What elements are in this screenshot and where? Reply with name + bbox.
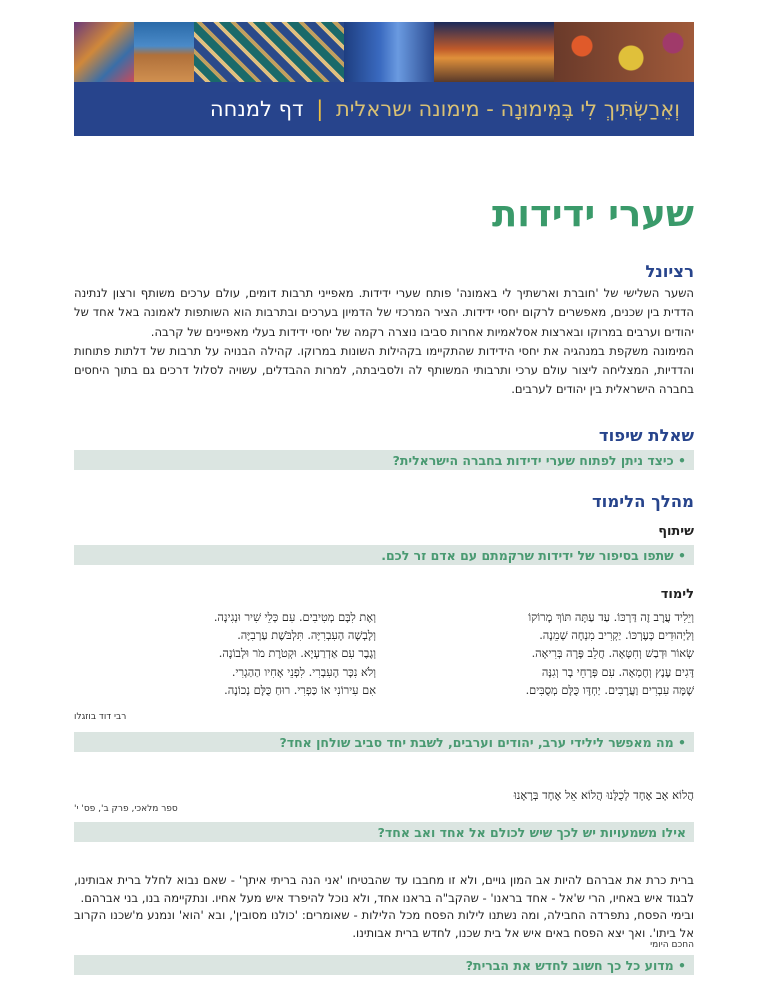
quote-source: ספר מלאכי, פרק ב', פס' י' <box>74 804 178 814</box>
photo-lanterns <box>74 22 134 82</box>
poem-credit: רבי דוד בוזגלו <box>74 712 127 722</box>
poem-line: דָּגִים עֶנֶץ וְחֶמְאָה. עִם פְּרָחֵי בָר וְגִנָּה <box>541 665 694 679</box>
question-4-text: • מדוע כל כך חשוב לחדש את הברית? <box>465 957 686 973</box>
poem-line: וְיֵלִיד עֲרָב זֶה דַּרְכּוֹ. עַד עַתָּה תּוֹךְ מָרוֹקוֹ <box>528 611 694 624</box>
page-title: שערי ידידות <box>491 192 694 235</box>
banner-title-bar <box>74 82 694 136</box>
poem-line: וְגֶבֶר עִם אַדְרַעְיָא. וּקְטֹרֶת מֹר וּלְבוֹנָה. <box>218 647 376 661</box>
covenant-paragraph-2: ובימי הפסח, נתפרדה החבילה, ומה נשתנו לילות הפסח מכל הלילות - שאומרים: 'כולנו מסובין', ובא 'הוא' ונמנע מ'שכנו הקרוב אל ביתו'. ואך יצא הפסח באים איש אל בית שכנו, לחדש ברית אבותינו. <box>74 908 694 940</box>
rationale-paragraph-2: המימונה משקפת במנהגיה את יחסי הידידות שהתקיימו בקהילות השונות במרוקו. קהילה הבנויה על תרבות של דלתות פתוחות והדדיות, המצליחה ליצור עולם ערכי ותרבותי המשותף לה ולסביבתה, למרות ההבדלים, עשויה לסלול דרכים גם בתוך היחסים בחברה הישראלית בין יהודים לערבים. <box>74 343 694 397</box>
question-3-bar <box>74 822 694 842</box>
question-2-text: • מה מאפשר לילידי ערב, יהודים וערבים, לשבת יחד סביב שולחן אחד? <box>279 734 686 750</box>
question-2-bar <box>74 732 694 752</box>
question-4-bar <box>74 955 694 975</box>
poem-right-column <box>526 609 694 700</box>
poem-line: וְלֹא נִכָּר הָעִבְרִי. לִפְנֵי אָחִיו הַהַגְרִי. <box>231 665 376 679</box>
rationale-paragraph-1: השער השלישי של 'חוברת וארשתיך לי באמונה' פותח שערי ידידות. מאפייני תרבות דומים, עולם ערכים משותף ורצון לנתינה הדדית בין שכנים, מאפשרים לרקום יחסי ידידות. הציר המרכזי של הדמיון בערכים ובתרבות הוא השותפות לאמונה באל אחד של יהודים וערבים במרוקו ובארצות אסלאמיות אחרות סביבו נוצרה רקמה של יחסי ידידות בעלי מאפיינים של קרבה. <box>74 286 694 339</box>
rationale-text <box>74 284 694 400</box>
covenant-credit: החכם היומי <box>650 940 694 950</box>
rationale-heading: רציונל <box>645 262 694 281</box>
poem-line: שָׁמָּה עִבְרִים וַעֲרָבִים. יַחְדָּו כֻּלָּם מְסֻבִּים. <box>525 683 694 697</box>
sharing-text: • שתפו בסיפור של ידידות שרקמתם עם אדם זר לכם. <box>381 547 686 563</box>
photo-blue-street <box>344 22 434 82</box>
poem-line: וְלַיְהוּדִים כְּעֶרְכּוֹ. יַקְרִיב מִנְחָה שְׁמֵנָה. <box>539 629 694 643</box>
question-text: • כיצד ניתן לפתוח שערי ידידות בחברה הישראלית? <box>392 452 686 468</box>
banner-separator: | <box>316 97 324 121</box>
photo-market-night <box>434 22 554 82</box>
photo-mosaic <box>194 22 344 82</box>
lesson-heading: מהלך הלימוד <box>591 492 694 511</box>
question-3-text: אילו משמעויות יש לכך שיש לכולם אל אחד ואב אחד? <box>377 824 686 840</box>
banner-photo-strip <box>74 22 694 82</box>
photo-spices <box>554 22 694 82</box>
banner-title-part2: דף למנחה <box>209 97 304 121</box>
sharing-label: שיתוף <box>658 524 694 539</box>
sharing-bar <box>74 545 694 565</box>
banner-title-part1: וְאֵרַשְׂתִּיךְ לִי בֶּמִּימוּנָה - מימונה ישראלית <box>335 97 680 121</box>
page <box>74 22 694 994</box>
covenant-text <box>74 872 694 942</box>
question-heading: שאלת שיפוד <box>598 426 694 445</box>
poem-left-column <box>214 609 376 700</box>
question-bar <box>74 450 694 470</box>
banner-title <box>210 97 680 121</box>
malachi-quote: הֲלוֹא אָב אֶחָד לְכֻלָּנוּ הֲלוֹא אֵל אֶחָד בְּרָאָנוּ <box>513 788 694 802</box>
poem-line: וְאֶת לִבָּם מְטִיבִים. עִם כְּלֵי שִׁיר וּנְגִינָה. <box>213 611 376 624</box>
poem-line: שְׂאוֹר וּדְבַשׁ וְחִטָּאָה. חֲלֵב פָּרָה בְּרִיאָה. <box>531 647 694 661</box>
study-label: לימוד <box>660 587 694 602</box>
photo-kasbah <box>134 22 194 82</box>
poem-line: וְלָבְשָׁה הָעִבְרִיָּה. תִּלְבֹּשֶׁת עַרְבִיָּה. <box>237 629 376 643</box>
covenant-paragraph-1: ברית כרת את אברהם להיות אב המון גויים, ולא זו מחבבו עד שהבטיחו 'אני הנה בריתי איתך' - שאם נבוא לחלל ברית אבותינו, לבגוד איש באחיו, הרי ש'אל - אחד בראנו' - שהקב"ה בראנו אחד, ולא נוכל להיפרד איש מעל אחיו. ונתקיימה בנו, בני אברהם. <box>74 873 694 905</box>
poem-line: אִם עִירוֹנִי אוֹ כַּפְרִי. רוּחַ כֻּלָּם נְכוֹנָה. <box>224 683 376 697</box>
